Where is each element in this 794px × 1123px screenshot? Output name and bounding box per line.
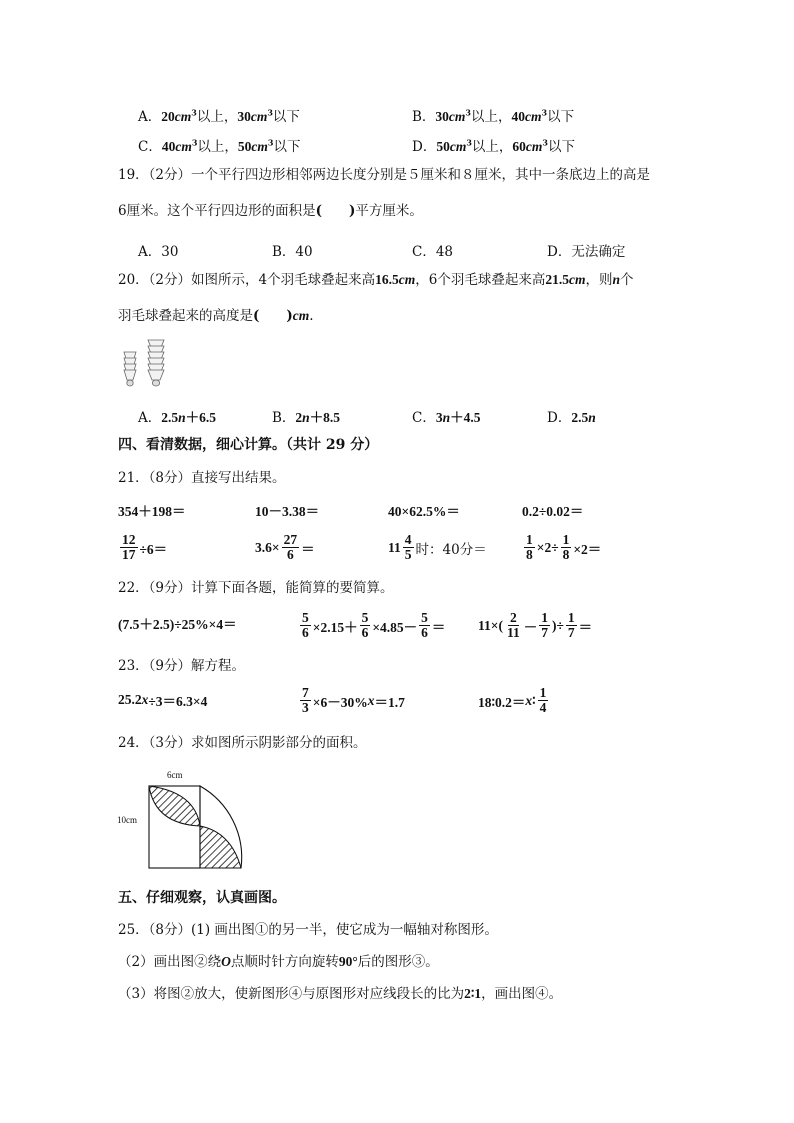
section-5-heading: 五、仔细观察，认真画图。 — [118, 890, 286, 906]
q21-expr-3: 40×62.5%＝ — [388, 504, 460, 519]
q19-line1: 19．（2分）一个平行四边形相邻两边长度分别是５厘米和８厘米，其中一条底边上的高是 — [118, 167, 651, 183]
q24-shaded-area-figure — [115, 766, 255, 876]
q21-expr-4: 0.2÷0.02＝ — [522, 504, 584, 519]
q25-line3: （3）将图②放大，使新图形④与原图形对应线段长的比为2∶1，画出图④。 — [118, 986, 563, 1002]
q20-option-a: A．2.5n＋6.5 — [138, 410, 217, 426]
q21-title: 21．（8分）直接写出结果。 — [118, 470, 286, 486]
q25-line1: 25．（8分）(1) 画出图①的另一半，使它成为一幅轴对称图形。 — [118, 922, 498, 938]
q23-equation-3: 18∶0.2＝ x ∶ $\frac{1}{4}$ — [478, 685, 547, 716]
q22-title: 22．（9分）计算下面各题，能简算的要简算。 — [118, 580, 394, 596]
q18-option-c: C．$40cm^3$以上，$50cm^3$以下 — [138, 137, 301, 155]
q21-expr-1: 354＋198＝ — [118, 504, 186, 519]
q19-option-b: B．40 — [272, 244, 313, 260]
q18-option-b: B．$30cm^3$以上，$40cm^3$以下 — [412, 107, 575, 125]
q19-line2: 6厘米。这个平行四边形的面积是( )平方厘米。 — [118, 203, 423, 219]
q21-expr-7: 11 $\frac{4}{5}$ 时：40分＝ — [388, 532, 487, 563]
q21-expr-5: $\frac{12}{17}$ ÷6＝ — [122, 532, 168, 563]
q21-expr-8: $\frac{1}{8}$ ×2÷ $\frac{1}{8}$ ×2＝ — [526, 532, 602, 563]
q23-equation-2: $\frac{7}{3}$ ×6－30% x ＝1.7 — [302, 685, 405, 716]
q19-option-c: C．48 — [412, 244, 454, 260]
section-4-heading: 四、看清数据，细心计算。（共计 29 分） — [118, 437, 379, 453]
q22-expr-1: (7.5＋2.5)÷25%×4＝ — [118, 617, 237, 632]
q22-expr-2: $\frac{5}{6}$ ×2.15＋ $\frac{5}{6}$ ×4.85－ $\frac{5}{6}$ ＝ — [302, 610, 446, 641]
stack-of-6 — [148, 340, 164, 386]
q25-line2: （2）画出图②绕O点顺时针方向旋转90°后的图形③。 — [118, 954, 439, 970]
q24-label-6cm: 6cm — [167, 770, 183, 780]
q24-title: 24．（3分）求如图所示阴影部分的面积。 — [118, 735, 367, 751]
q23-title: 23．（9分）解方程。 — [118, 658, 246, 674]
q19-option-a: A．30 — [138, 244, 179, 260]
q21-expr-2: 10－3.38＝ — [255, 504, 320, 519]
q20-line2: 羽毛球叠起来的高度是( )cm. — [118, 308, 314, 324]
q23-equation-1: 25.2 x ÷3＝6.3×4 — [118, 692, 208, 709]
q20-line1: 20．（2分）如图所示，4个羽毛球叠起来高16.5cm，6个羽毛球叠起来高21.5cm，则n个 — [118, 272, 634, 288]
q18-option-d: D．$50cm^3$以上，$60cm^3$以下 — [412, 137, 575, 155]
q19-option-d: D．无法确定 — [547, 244, 626, 260]
shuttlecock-stacks-image — [118, 338, 178, 390]
q20-option-c: C．3n＋4.5 — [412, 410, 481, 426]
stack-of-4 — [124, 352, 136, 386]
q24-label-10cm: 10cm — [117, 815, 137, 825]
q20-option-b: B．2n＋8.5 — [272, 410, 341, 426]
q18-option-a: A．$20cm^3$以上，$30cm^3$以下 — [138, 107, 300, 125]
q20-option-d: D．2.5n — [547, 410, 596, 426]
q21-expr-6: 3.6× $\frac{27}{6}$ ＝ — [255, 532, 315, 563]
q22-expr-3: 11×( $\frac{2}{11}$ － $\frac{1}{7}$ )÷ $\frac{1}{7}$ ＝ — [478, 610, 593, 641]
